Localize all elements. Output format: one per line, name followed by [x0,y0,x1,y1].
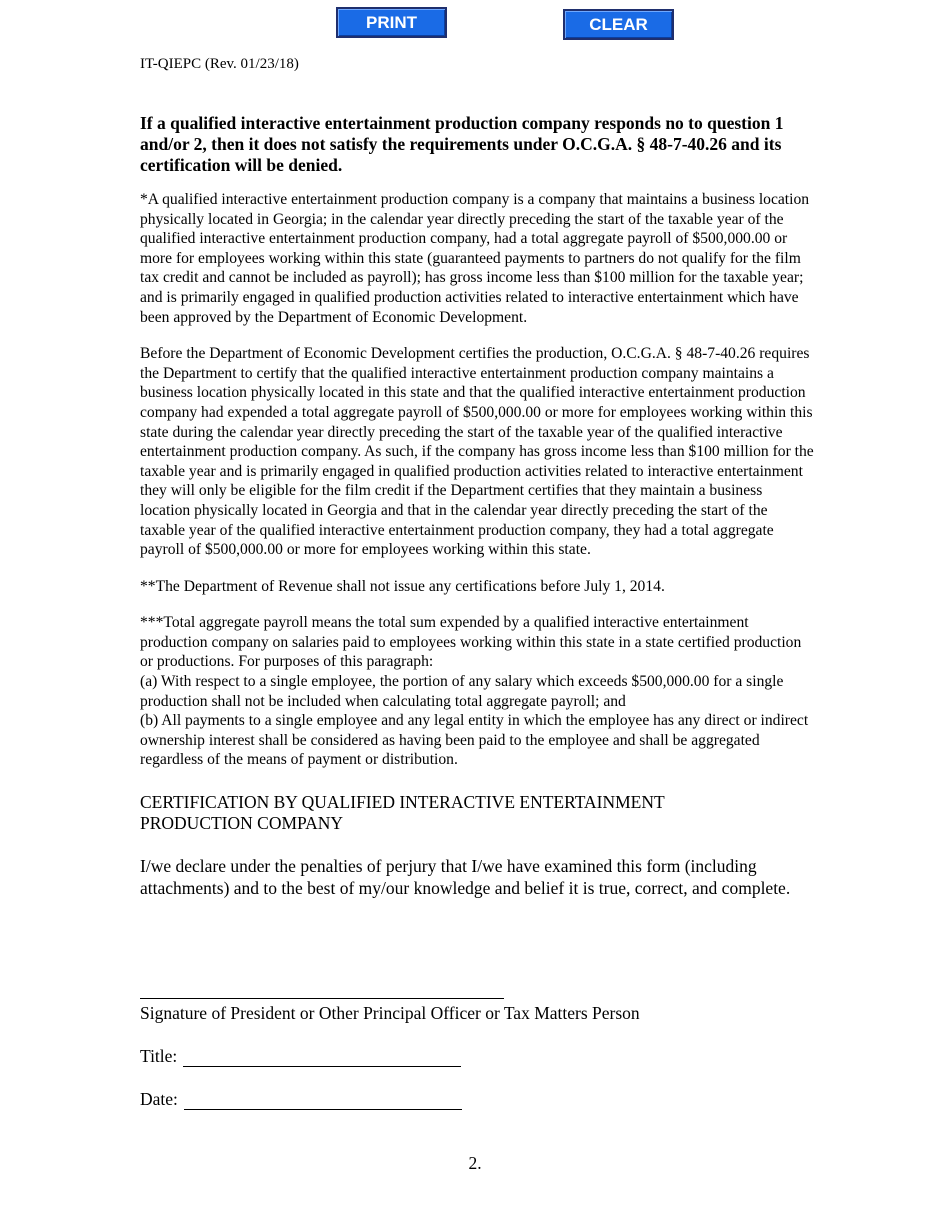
signature-label: Signature of President or Other Principal Officer or Tax Matters Person [140,1003,640,1023]
payroll-note [140,613,815,770]
form-revision: IT-QIEPC (Rev. 01/23/18) [140,56,299,72]
certification-heading: CERTIFICATION BY QUALIFIED INTERACTIVE ENTERTAINMENT PRODUCTION COMPANY [140,792,665,834]
signature-line[interactable] [140,998,504,999]
date-input-line[interactable] [184,1091,462,1110]
title-field [140,1046,461,1067]
page-number: 2. [468,1153,482,1173]
payroll-note-item-b: (b) All payments to a single employee and any legal entity in which the employee has any direct or indirect ownership interest shall be considered as having been paid to the employee and shall be aggregated regardless of the means of payment or distribution. [140,712,809,769]
print-button[interactable]: PRINT [336,7,447,38]
date-field [140,1089,462,1110]
title-label: Title: [140,1046,178,1066]
certification-requirement-paragraph: Before the Department of Economic Development certifies the production, O.C.G.A. § 48-7-40.26 requires the Department to certify that the qualified interactive entertainment production company maintains a business location physically located in this state and that the qualified interactive entertainment production company had expended a total aggregate payroll of $500,000.00 or more for employees working within this state during the calendar year directly preceding the start of the taxable year of the qualified interactive entertainment production company. As such, if the company has gross income less than $100 million for the taxable year and is primarily engaged in qualified production activities related to interactive entertainment they will only be eligible for the film credit if the Department certifies that they maintain a business location physically located in Georgia and that in the calendar year directly preceding the start of the taxable year of the qualified interactive entertainment production company, they had a total aggregate payroll of $500,000.00 or more for employees working within this state. [140,345,814,559]
date-label: Date: [140,1089,178,1109]
payroll-note-intro: ***Total aggregate payroll means the total sum expended by a qualified interactive entertainment production company on salaries paid to employees working within this state in a state certified production or productions. For purposes of this paragraph: [140,614,802,671]
revenue-note-paragraph: **The Department of Revenue shall not issue any certifications before July 1, 2014. [140,577,665,595]
payroll-note-item-a: (a) With respect to a single employee, the portion of any salary which exceeds $500,000.00 for a single production shall not be included when calculating total aggregate payroll; and [140,673,784,710]
title-input-line[interactable] [183,1048,461,1067]
lead-statement: If a qualified interactive entertainment production company responds no to question 1 and/or 2, then it does not satisfy the requirements under O.C.G.A. § 48-7-40.26 and its certification will be denied. [140,113,784,175]
form-body [140,113,815,899]
declaration-text: I/we declare under the penalties of perjury that I/we have examined this form (including attachments) and to the best of my/our knowledge and belief it is true, correct, and complete. [140,856,791,898]
clear-button[interactable]: CLEAR [563,9,674,40]
definition-paragraph: *A qualified interactive entertainment production company is a company that maintains a business location physically located in Georgia; in the calendar year directly preceding the start of the taxable year of the qualified interactive entertainment production company, had a total aggregate payroll of $500,000.00 or more for employees working within this state (guaranteed payments to partners do not qualify for the film tax credit and cannot be included as payroll); has gross income less than $100 million for the taxable year; and is primarily engaged in qualified production activities related to interactive entertainment which have been approved by the Department of Economic Development. [140,191,810,326]
